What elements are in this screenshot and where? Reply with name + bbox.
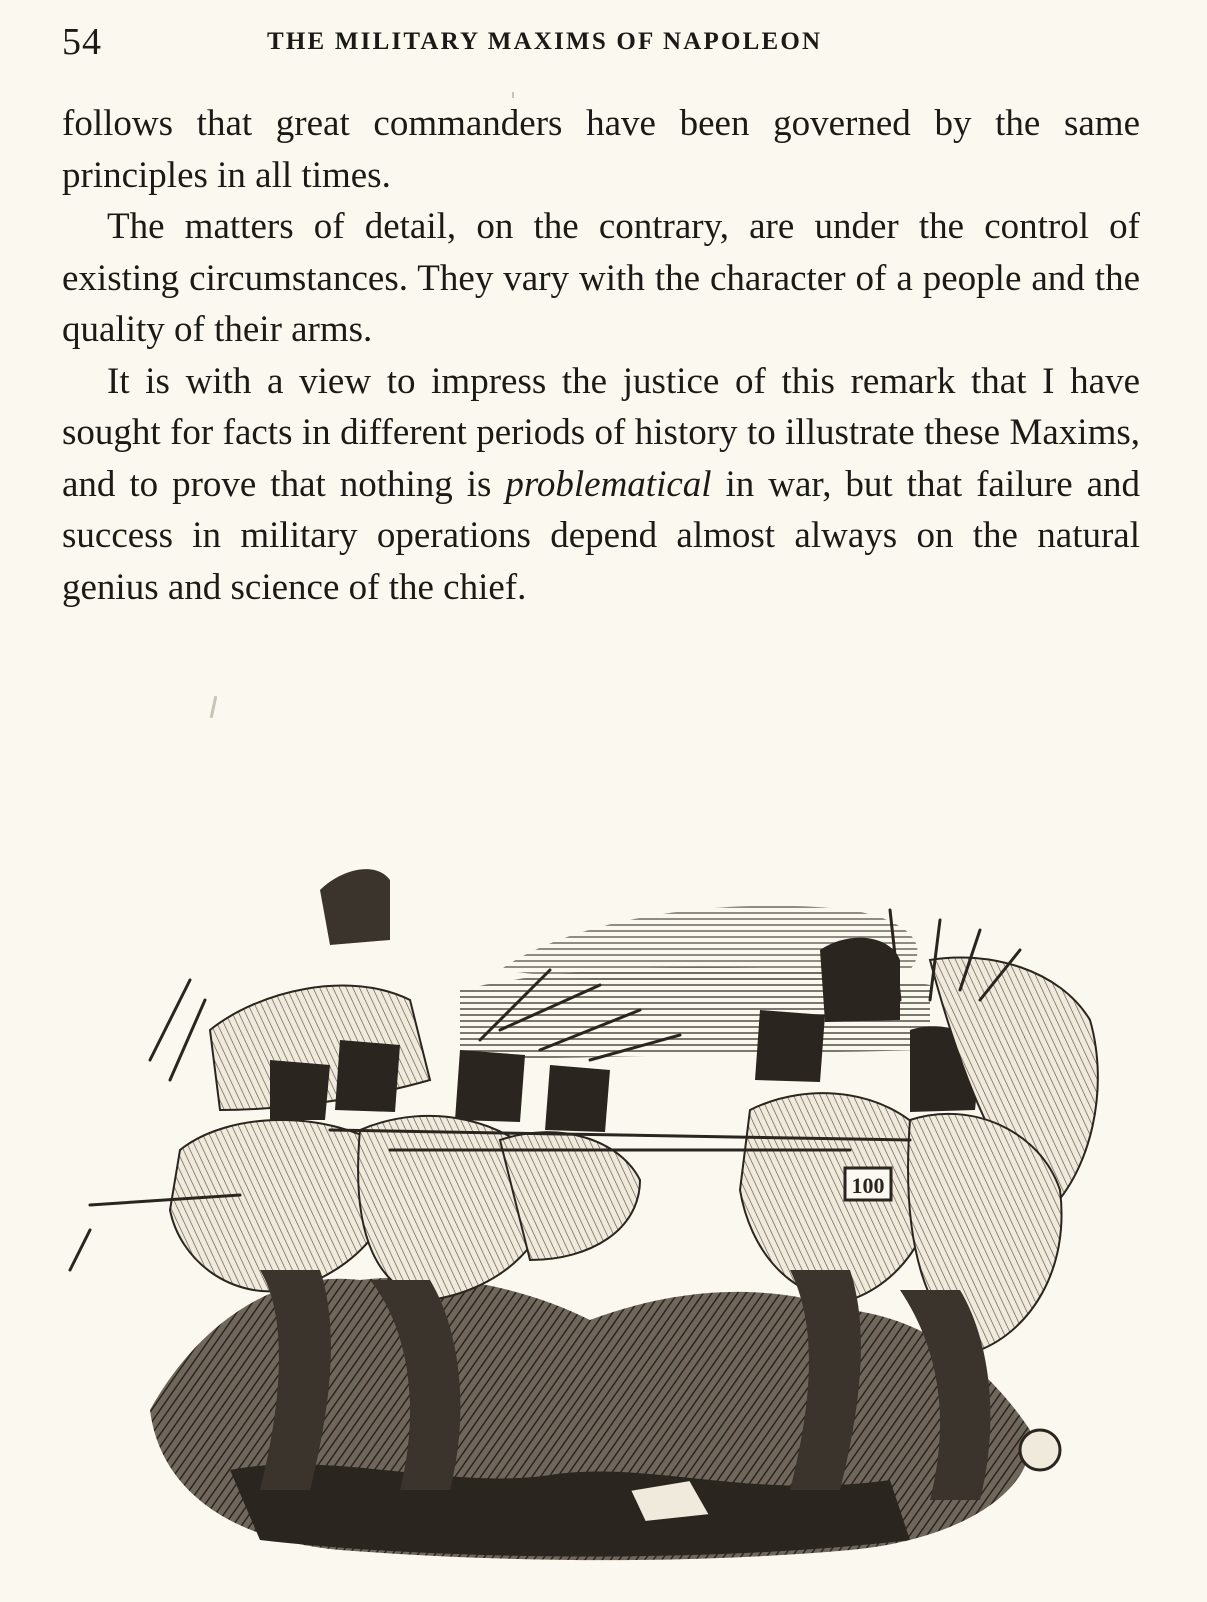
badge-text: 100 xyxy=(851,1173,885,1198)
engraving-svg xyxy=(30,850,1160,1570)
running-head: THE MILITARY MAXIMS OF NAPOLEON xyxy=(267,28,823,55)
paragraph-continued xyxy=(62,98,1140,201)
page-header xyxy=(62,20,1142,70)
paper-speck xyxy=(210,696,218,718)
paper-speck xyxy=(512,92,514,98)
paragraph-2 xyxy=(62,201,1140,356)
paragraph-3 xyxy=(62,356,1140,614)
paragraph-2-text: The matters of detail, on the contrary, are under the control of existing circumstances. They vary with the character of a people and the quality of their arms. xyxy=(62,206,1140,350)
paragraph-3-text-after: in war, but that failure and success in military operations depend almost always on the natural genius and science of the chief. xyxy=(62,463,1141,608)
body-text xyxy=(62,98,1140,613)
italic-word: problematical xyxy=(505,463,712,505)
page-number: 54 xyxy=(62,21,102,63)
paragraph-1-text: follows that great commanders have been governed by the same principles in all times. xyxy=(62,103,1140,196)
battle-engraving-illustration xyxy=(30,850,1160,1570)
paragraph-3-text-before: It is with a view to impress the justice of this remark that I have sought for facts in different periods of history to illustrate these Maxims, and to prove that nothing is xyxy=(62,360,1140,505)
